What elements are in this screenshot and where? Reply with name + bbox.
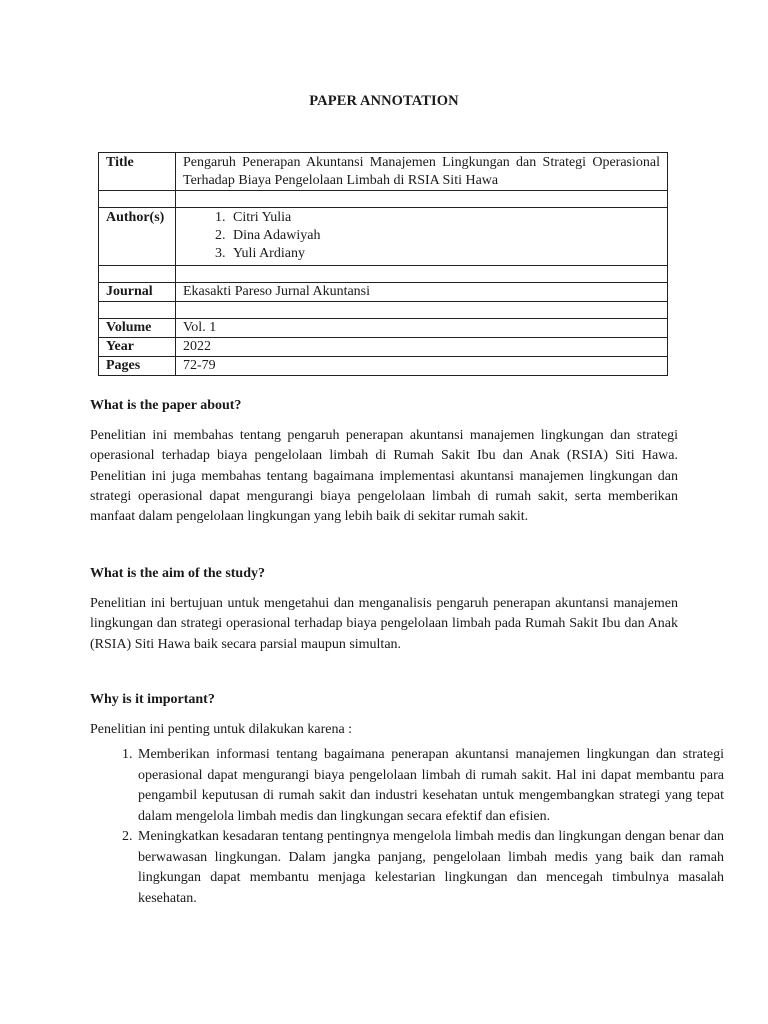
authors-list bbox=[183, 209, 660, 263]
table-row-spacer bbox=[99, 266, 668, 283]
pages-label: Pages bbox=[99, 357, 176, 376]
table-row-spacer bbox=[99, 302, 668, 319]
journal-label: Journal bbox=[99, 283, 176, 302]
pages-value: 72-79 bbox=[176, 357, 668, 376]
authors-label: Author(s) bbox=[99, 208, 176, 266]
annotation-meta-table bbox=[98, 152, 668, 376]
title-label: Title bbox=[99, 153, 176, 191]
table-row-journal bbox=[99, 283, 668, 302]
table-row-year bbox=[99, 338, 668, 357]
importance-points-list bbox=[90, 745, 724, 909]
list-item: 2. Dina Adawiyah bbox=[229, 227, 660, 245]
authors-value bbox=[176, 208, 668, 266]
section-heading-about: What is the paper about? bbox=[90, 398, 242, 413]
table-row-authors bbox=[99, 208, 668, 266]
journal-value: Ekasakti Pareso Jurnal Akuntansi bbox=[176, 283, 668, 302]
list-item: 2. Meningkatkan kesadaran tentang pentingnya mengelola limbah medis dan lingkungan dengan benar dan berwawasan lingkungan. Dalam jangka panjang, pengelolaan limbah medis yang baik dan ramah lingkungan dapat membantu menjaga kelestarian lingkungan dan mencegah timbulnya masalah kesehatan. bbox=[136, 827, 724, 909]
section-heading-aim: What is the aim of the study? bbox=[90, 566, 266, 581]
year-label: Year bbox=[99, 338, 176, 357]
section-body-about: Penelitian ini membahas tentang pengaruh penerapan akuntansi manajemen lingkungan dan strategi operasional terhadap biaya pengelolaan limbah di Rumah Sakit Ibu dan Anak (RSIA) Siti Hawa. Penelitian ini juga membahas tentang bagaimana implementasi akuntansi manajemen lingkungan dan strategi operasional dapat mengurangi biaya pengelolaan limbah di rumah sakit, serta memberikan manfaat dalam pengelolaan lingkungan yang lebih baik di sekitar rumah sakit. bbox=[90, 428, 678, 525]
list-item: 1. Citri Yulia bbox=[229, 209, 660, 227]
table-row-title bbox=[99, 153, 668, 191]
volume-label: Volume bbox=[99, 319, 176, 338]
list-item: 1. Memberikan informasi tentang bagaimana penerapan akuntansi manajemen lingkungan dan strategi operasional dapat mengurangi biaya pengelolaan limbah di rumah sakit. Hal ini dapat membantu para pengambil keputusan di rumah sakit dan industri kesehatan untuk mengembangkan strategi yang tepat dalam mengelola limbah medis dan lingkungan secara efektif dan efisien. bbox=[136, 745, 724, 827]
section-intro-importance: Penelitian ini penting untuk dilakukan karena : bbox=[90, 722, 353, 737]
table-row-volume bbox=[99, 319, 668, 338]
page-title: PAPER ANNOTATION bbox=[309, 93, 459, 109]
table-row-spacer bbox=[99, 191, 668, 208]
list-item: 3. Yuli Ardiany bbox=[229, 245, 660, 263]
section-body-aim: Penelitian ini bertujuan untuk mengetahui dan menganalisis pengaruh penerapan akuntansi manajemen lingkungan dan strategi operasional terhadap biaya pengelolaan limbah pada Rumah Sakit Ibu dan Anak (RSIA) Siti Hawa baik secara parsial maupun simultan. bbox=[90, 596, 678, 652]
title-value: Pengaruh Penerapan Akuntansi Manajemen Lingkungan dan Strategi Operasional Terhadap Biaya Pengelolaan Limbah di RSIA Siti Hawa bbox=[176, 153, 668, 191]
volume-value: Vol. 1 bbox=[176, 319, 668, 338]
section-heading-importance: Why is it important? bbox=[90, 692, 215, 707]
year-value: 2022 bbox=[176, 338, 668, 357]
table-row-pages bbox=[99, 357, 668, 376]
